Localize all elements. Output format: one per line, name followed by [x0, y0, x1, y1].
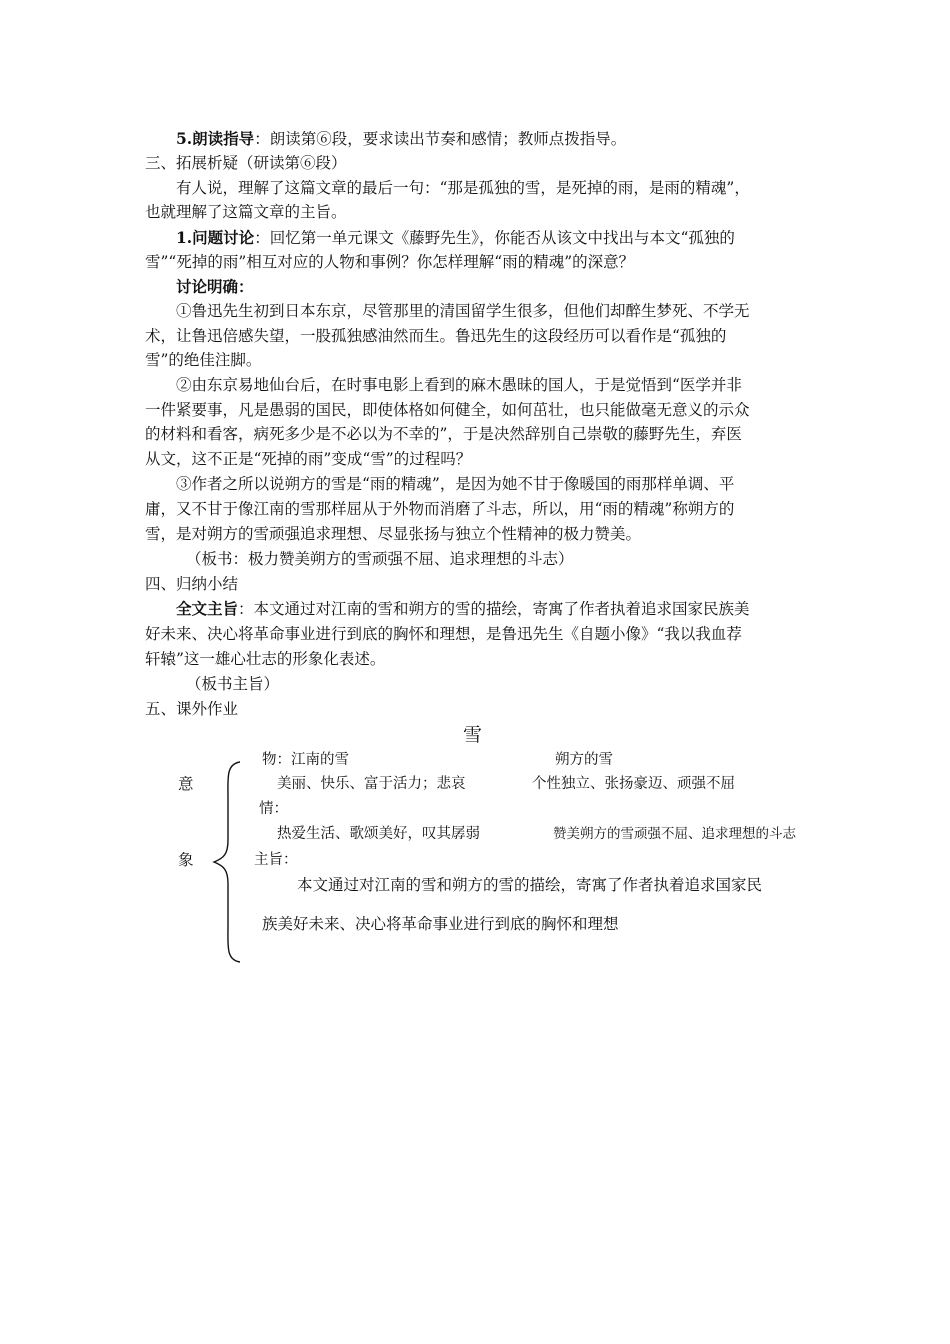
diagram-theme-line-2: 族美好未来、决心将革命事业进行到底的胸怀和理想	[262, 915, 619, 933]
diagram-object-shuofang: 朔方的雪	[555, 752, 613, 768]
question-label: 1.问题讨论	[176, 228, 255, 247]
diagram-side-char-top: 意	[178, 775, 194, 793]
main-idea-line-2: 好未来、决心将革命事业进行到底的胸怀和理想，是鲁迅先生《自题小像》“我以我血荐	[145, 625, 742, 643]
point-1-line-2: 术，让鲁迅倍感失望，一股孤独感油然而生。鲁迅先生的这段经历可以看作是“孤独的	[145, 327, 727, 345]
section-heading-5: 五、课外作业	[145, 700, 239, 718]
section-heading-3: 三、拓展析疑（研读第⑥段）	[145, 154, 347, 172]
diagram-jiangnan-feeling: 热爱生活、歌颂美好，叹其孱弱	[277, 826, 480, 842]
diagram-theme-line-1: 本文通过对江南的雪和朔方的雪的描绘，寄寓了作者执着追求国家民	[297, 876, 763, 894]
reading-guide-paragraph: 5.朗读指导：朗读第⑥段，要求读出节奏和感情；教师点拨指导。	[176, 129, 627, 148]
question-line-2: 雪”“死掉的雨”相互对应的人物和事例？你怎样理解“雨的精魂”的深意？	[145, 253, 635, 271]
point-2-line-2: 一件紧要事，凡是愚弱的国民，即使体格如何健全，如何茁壮，也只能做毫无意义的示众	[145, 401, 750, 419]
diagram-shuofang-traits: 个性独立、张扬豪迈、顽强不屈	[532, 776, 735, 792]
point-2-line-3: 的材料和看客，病死多少是不必以为不幸的”，于是决然辞别自己崇敬的藤野先生，弃医	[145, 425, 742, 443]
point-3-line-3: 雪，是对朔方的雪顽强追求理想、尽显张扬与独立个性精神的极力赞美。	[145, 525, 642, 543]
point-2-line-1: ②由东京易地仙台后，在时事电影上看到的麻木愚昧的国人，于是觉悟到“医学并非	[176, 376, 742, 394]
point-2-line-4: 从文，这不正是“死掉的雨”变成“雪”的过程吗？	[145, 450, 472, 468]
diagram-emotion-label: 情：	[259, 801, 288, 817]
diagram-jiangnan-traits: 美丽、快乐、富于活力；悲哀	[277, 776, 466, 792]
question-line-1: 1.问题讨论：回忆第一单元课文《藤野先生》，你能否从该文中找出与本文“孤独的	[176, 228, 735, 247]
diagram-title: 雪	[463, 724, 483, 746]
section-heading-4: 四、归纳小结	[145, 575, 239, 593]
diagram-side-char-bottom: 象	[178, 851, 194, 869]
diagram-object-jiangnan: 物：江南的雪	[262, 752, 349, 768]
main-idea-line-1: 全文主旨：本文通过对江南的雪和朔方的雪的描绘，寄寓了作者执着追求国家民族美	[176, 599, 750, 618]
intro-line-2: 也就理解了这篇文章的主旨。	[145, 203, 347, 221]
diagram-theme-label: 主旨：	[254, 852, 298, 868]
diagram-shuofang-feeling: 赞美朔方的雪顽强不屈、追求理想的斗志	[553, 826, 796, 842]
main-idea-label: 全文主旨	[176, 599, 239, 618]
point-3-line-1: ③作者之所以说朔方的雪是“雨的精魂”，是因为她不甘于像暖国的雨那样单调、平	[176, 475, 735, 493]
discussion-heading: 讨论明确：	[176, 277, 254, 296]
intro-line-1: 有人说，理解了这篇文章的最后一句：“那是孤独的雪，是死掉的雨，是雨的精魂”，	[176, 179, 750, 197]
reading-guide-label: 5.朗读指导	[176, 129, 255, 148]
board-note-2: （板书主旨）	[186, 675, 280, 693]
main-idea-line-3: 轩辕”这一雄心壮志的形象化表述。	[145, 650, 386, 668]
point-1-line-1: ①鲁迅先生初到日本东京，尽管那里的清国留学生很多，但他们却醉生梦死、不学无	[176, 302, 750, 320]
point-3-line-2: 庸，又不甘于像江南的雪那样屈从于外物而消磨了斗志，所以，用“雨的精魂”称朔方的	[145, 500, 735, 518]
curly-brace-icon	[210, 758, 246, 968]
board-note-1: （板书：极力赞美朔方的雪顽强不屈、追求理想的斗志）	[186, 550, 574, 568]
point-1-line-3: 雪”的绝佳注脚。	[145, 351, 262, 369]
